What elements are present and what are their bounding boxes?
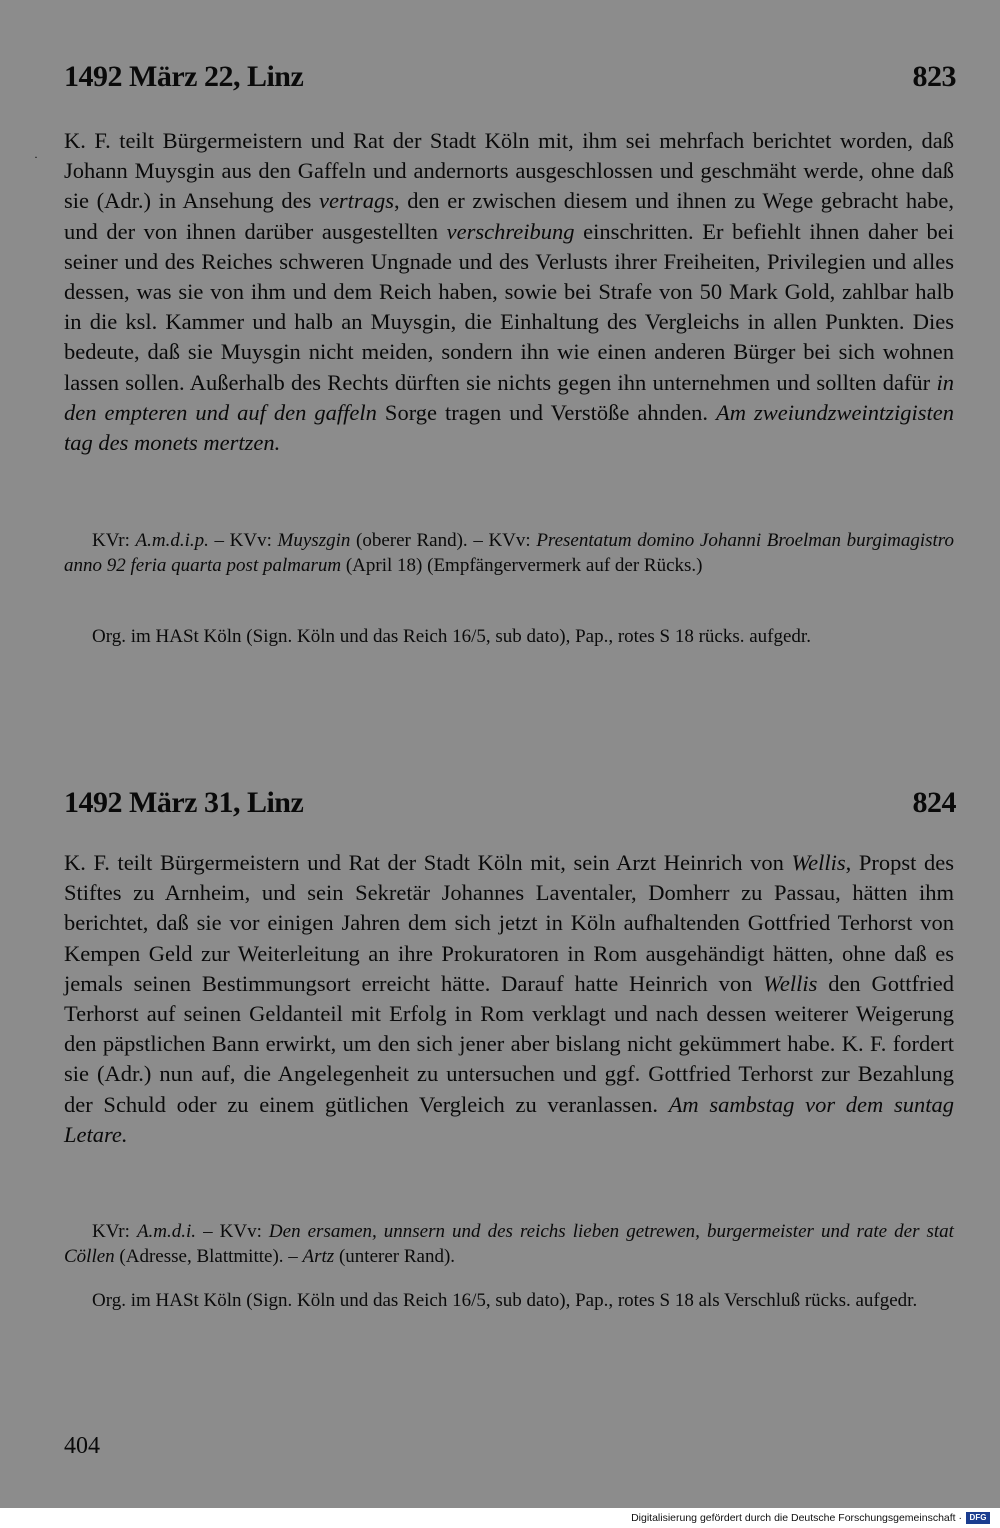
italic-run: Am zweiundzweintzigisten tag des monets mertzen. bbox=[64, 399, 954, 456]
archive-note bbox=[64, 624, 954, 649]
entry-date: 1492 März 22, Linz bbox=[64, 60, 304, 93]
archive-note bbox=[64, 1288, 954, 1313]
text-run: KVr: bbox=[92, 1221, 137, 1242]
italic-run: verschreibung bbox=[446, 218, 575, 244]
text-run: einschritten. Er befiehlt ihnen daher bei seiner und des Reiches schweren Ungnade und des Verlusts ihrer Freiheiten, Privilegien und alles dessen, was sie von ihm und dem Reich haben, sowie bei Strafe von 50 Mark Gold, zahlbar halb in die ksl. Kammer und halb an Muysgin, die Einhaltung des Vergleichs in allen Punkten. Dies bedeute, daß sie Muysgin nicht meiden, sondern ihn wie einen anderen Bürger bei sich wohnen lassen sollen. Außerhalb des Rechts dürften sie nichts gegen ihn unternehmen und sollten dafür bbox=[64, 218, 954, 395]
italic-run: Artz bbox=[302, 1246, 335, 1267]
italic-run: A.m.d.i.p. bbox=[135, 530, 209, 551]
entry-number: 824 bbox=[912, 786, 956, 819]
italic-run: Am sambstag vor dem suntag Letare. bbox=[64, 1091, 954, 1147]
note-paragraph: Org. im HASt Köln (Sign. Köln und das Reich 16/5, sub dato), Pap., rotes S 18 als Verschluß rücks. aufgedr. bbox=[92, 1290, 918, 1311]
footer-bar bbox=[0, 1508, 1000, 1528]
endorsement-note bbox=[64, 1219, 954, 1269]
note-paragraph bbox=[64, 1219, 954, 1269]
note-paragraph: Org. im HASt Köln (Sign. Köln und das Reich 16/5, sub dato), Pap., rotes S 18 rücks. aufgedr. bbox=[92, 626, 811, 647]
text-run: Sorge tragen und Verstöße ahnden. bbox=[376, 399, 716, 425]
text-run: (Adresse, Blattmitte). – bbox=[114, 1246, 303, 1267]
italic-run: Wellis bbox=[763, 970, 818, 996]
entry-number: 823 bbox=[912, 60, 956, 93]
text-run: den Gottfried Terhorst auf seinen Geldanteil mit Erfolg in Rom verklagt und nach dessen weiterer Weigerung den päpstlichen Bann erwirkt, um den sich jener aber bislang nicht gekümmert habe. K. F. fordert sie (Adr.) nun auf, die Angelegenheit zu untersuchen und ggf. Gottfried Terhorst zur Bezahlung der Schuld oder zu einem gütlichen Vergleich zu veranlassen. bbox=[64, 970, 954, 1117]
margin-mark: · bbox=[34, 150, 38, 164]
italic-run: Den ersamen, unnsern und des reichs lieben getrewen, burgermeister und rate der stat Cöllen bbox=[64, 1221, 954, 1267]
endorsement-note bbox=[64, 528, 954, 578]
text-run: , Propst des Stiftes zu Arnheim, und sein Sekretär Johannes Laventaler, Domherr zu Passau, hätten ihm berichtet, daß sie vor einigen Jahren dem sich jetzt in Köln aufhaltenden Gottfried Terhorst von Kempen Geld zur Weiterleitung an ihre Prokuratoren in Rom ausgehändigt hätten, ohne daß es jemals seinen Bestimmungsort erreicht hätte. Darauf hatte Heinrich von bbox=[64, 850, 954, 996]
entry-paragraph bbox=[64, 848, 954, 1150]
note-paragraph bbox=[64, 528, 954, 578]
italic-run: vertrags bbox=[318, 188, 394, 214]
entry-paragraph bbox=[64, 126, 954, 458]
text-run: K. F. teilt Bürgermeistern und Rat der Stadt Köln mit, sein Arzt Heinrich von bbox=[64, 850, 792, 875]
text-run: (unterer Rand). bbox=[334, 1246, 456, 1267]
text-run: (April 18) (Empfängervermerk auf der Rücks.) bbox=[341, 555, 703, 576]
entry-heading-823 bbox=[64, 60, 956, 94]
text-run: K. F. teilt Bürgermeistern und Rat der Stadt Köln mit, ihm sei mehrfach berichtet worden, daß Johann Muysgin aus den Gaffeln und andernorts ausgeschlossen und geschmäht werde, ohne daß sie (Adr.) in Ansehung des bbox=[64, 128, 954, 214]
italic-run: Presentatum domino Johanni Broelman burgimagistro anno 92 feria quarta post palmarum bbox=[64, 530, 954, 576]
text-run: , den er zwischen diesem und ihnen zu Wege gebracht habe, und der von ihnen darüber ausgestellten bbox=[64, 188, 954, 244]
entry-heading-824 bbox=[64, 786, 956, 820]
entry-date: 1492 März 31, Linz bbox=[64, 786, 304, 819]
italic-run: Wellis bbox=[791, 850, 846, 875]
italic-run: in den empteren und auf den gaffeln bbox=[64, 369, 954, 425]
italic-run: A.m.d.i. bbox=[136, 1221, 197, 1242]
funding-notice: Digitalisierung gefördert durch die Deutsche Forschungsgemeinschaft · bbox=[631, 1512, 962, 1524]
italic-run: Muyszgin bbox=[277, 530, 351, 551]
entry-text bbox=[64, 126, 954, 458]
page-number: 404 bbox=[64, 1433, 100, 1459]
text-run: – KVv: bbox=[196, 1221, 269, 1242]
text-run: KVr: bbox=[92, 530, 136, 551]
text-run: (oberer Rand). – KVv: bbox=[350, 530, 537, 551]
entry-text bbox=[64, 848, 954, 1150]
dfg-logo: DFG bbox=[966, 1512, 990, 1524]
text-run: – KVv: bbox=[208, 530, 278, 551]
